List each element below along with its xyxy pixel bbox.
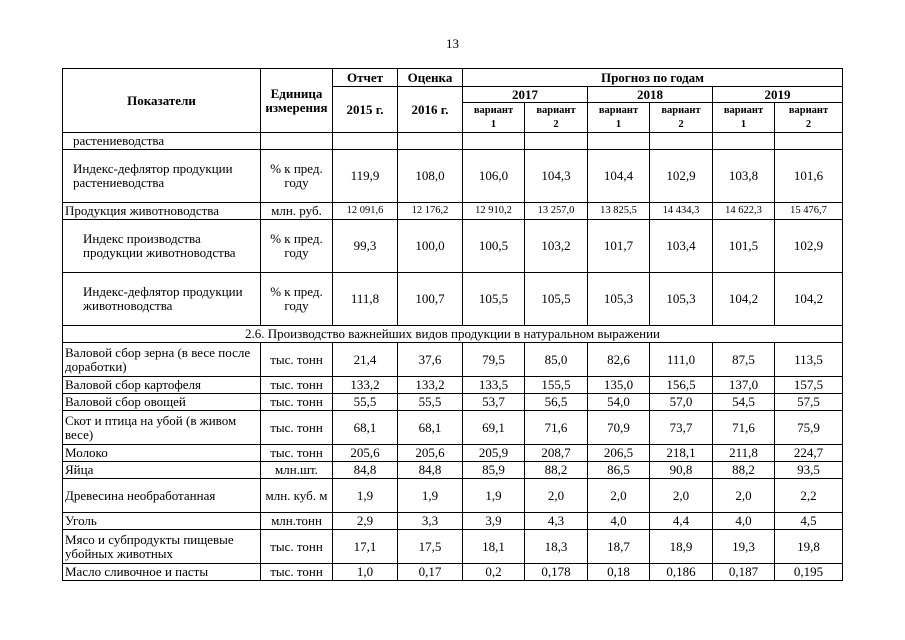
cell-value: 1,0 bbox=[333, 564, 398, 581]
header-variant-cell bbox=[650, 103, 713, 133]
variant-number: 2 bbox=[678, 118, 684, 130]
cell-value: 157,5 bbox=[775, 377, 843, 394]
cell-value: 2,0 bbox=[713, 479, 775, 513]
cell-value: 205,6 bbox=[398, 445, 463, 462]
row-unit: тыс. тонн bbox=[261, 377, 333, 394]
cell-value: 18,7 bbox=[588, 530, 650, 564]
table-row bbox=[63, 343, 843, 377]
cell-value: 84,8 bbox=[398, 462, 463, 479]
table-row bbox=[63, 479, 843, 513]
cell-value: 84,8 bbox=[333, 462, 398, 479]
cell-value: 133,2 bbox=[398, 377, 463, 394]
cell-value: 19,3 bbox=[713, 530, 775, 564]
cell-value: 2,0 bbox=[588, 479, 650, 513]
row-unit: тыс. тонн bbox=[261, 530, 333, 564]
row-unit: тыс. тонн bbox=[261, 394, 333, 411]
cell-value: 205,9 bbox=[463, 445, 525, 462]
header-variant-cell bbox=[713, 103, 775, 133]
cell-value: 105,5 bbox=[525, 273, 588, 326]
cell-value: 54,0 bbox=[588, 394, 650, 411]
cell-value: 86,5 bbox=[588, 462, 650, 479]
cell-value: 205,6 bbox=[333, 445, 398, 462]
cell-value: 100,5 bbox=[463, 220, 525, 273]
cell-value: 1,9 bbox=[333, 479, 398, 513]
cell-value: 99,3 bbox=[333, 220, 398, 273]
cell-value: 102,9 bbox=[775, 220, 843, 273]
row-unit: % к пред. году bbox=[261, 220, 333, 273]
cell-value: 15 476,7 bbox=[775, 203, 843, 220]
header-variant-cell bbox=[525, 103, 588, 133]
row-label: растениеводства bbox=[63, 133, 261, 150]
cell-value: 57,0 bbox=[650, 394, 713, 411]
cell-value: 2,0 bbox=[650, 479, 713, 513]
cell-value: 102,9 bbox=[650, 150, 713, 203]
table-row bbox=[63, 462, 843, 479]
table-row bbox=[63, 150, 843, 203]
cell-value: 55,5 bbox=[333, 394, 398, 411]
header-year-2015: 2015 г. bbox=[333, 87, 398, 133]
cell-value: 17,1 bbox=[333, 530, 398, 564]
cell-value: 101,6 bbox=[775, 150, 843, 203]
table-row bbox=[63, 513, 843, 530]
cell-value: 104,2 bbox=[713, 273, 775, 326]
header-year-2019: 2019 bbox=[713, 87, 843, 103]
cell-value: 211,8 bbox=[713, 445, 775, 462]
row-unit: тыс. тонн bbox=[261, 411, 333, 445]
cell-value: 85,0 bbox=[525, 343, 588, 377]
cell-value: 108,0 bbox=[398, 150, 463, 203]
row-unit: млн.тонн bbox=[261, 513, 333, 530]
variant-label: вариант bbox=[536, 104, 576, 116]
row-unit: тыс. тонн bbox=[261, 445, 333, 462]
cell-value: 104,2 bbox=[775, 273, 843, 326]
cell-value: 4,5 bbox=[775, 513, 843, 530]
cell-value: 119,9 bbox=[333, 150, 398, 203]
table-row bbox=[63, 133, 843, 150]
cell-value: 133,2 bbox=[333, 377, 398, 394]
row-unit: % к пред. году bbox=[261, 150, 333, 203]
cell-value: 53,7 bbox=[463, 394, 525, 411]
cell-value: 85,9 bbox=[463, 462, 525, 479]
variant-label: вариант bbox=[473, 104, 514, 116]
row-label: Яйца bbox=[63, 462, 261, 479]
cell-value: 101,5 bbox=[713, 220, 775, 273]
section-row bbox=[63, 326, 843, 343]
cell-value: 75,9 bbox=[775, 411, 843, 445]
cell-value: 0,195 bbox=[775, 564, 843, 581]
row-unit: млн.шт. bbox=[261, 462, 333, 479]
cell-value bbox=[333, 133, 398, 150]
cell-value: 73,7 bbox=[650, 411, 713, 445]
cell-value: 105,3 bbox=[650, 273, 713, 326]
cell-value: 111,8 bbox=[333, 273, 398, 326]
section-title: 2.6. Производство важнейших видов продукции в натуральном выражении bbox=[63, 326, 843, 343]
variant-number: 1 bbox=[615, 118, 622, 130]
row-unit: % к пред. году bbox=[261, 273, 333, 326]
cell-value: 55,5 bbox=[398, 394, 463, 411]
variant-label: вариант bbox=[788, 104, 829, 116]
table-row bbox=[63, 530, 843, 564]
cell-value: 57,5 bbox=[775, 394, 843, 411]
cell-value: 0,17 bbox=[398, 564, 463, 581]
cell-value bbox=[588, 133, 650, 150]
row-label: Индекс-дефлятор продукции животноводства bbox=[63, 273, 261, 326]
cell-value: 104,3 bbox=[525, 150, 588, 203]
table-row bbox=[63, 394, 843, 411]
row-label: Мясо и субпродукты пищевые убойных животных bbox=[63, 530, 261, 564]
header-indicators: Показатели bbox=[63, 69, 261, 133]
variant-number: 1 bbox=[490, 118, 497, 130]
cell-value: 17,5 bbox=[398, 530, 463, 564]
table-row bbox=[63, 411, 843, 445]
cell-value: 88,2 bbox=[525, 462, 588, 479]
cell-value: 4,4 bbox=[650, 513, 713, 530]
cell-value: 2,0 bbox=[525, 479, 588, 513]
cell-value: 93,5 bbox=[775, 462, 843, 479]
header-year-2016: 2016 г. bbox=[398, 87, 463, 133]
cell-value: 156,5 bbox=[650, 377, 713, 394]
cell-value: 1,9 bbox=[398, 479, 463, 513]
cell-value: 68,1 bbox=[398, 411, 463, 445]
cell-value bbox=[650, 133, 713, 150]
cell-value: 70,9 bbox=[588, 411, 650, 445]
cell-value: 113,5 bbox=[775, 343, 843, 377]
cell-value: 18,1 bbox=[463, 530, 525, 564]
cell-value: 37,6 bbox=[398, 343, 463, 377]
cell-value: 155,5 bbox=[525, 377, 588, 394]
row-unit: тыс. тонн bbox=[261, 564, 333, 581]
cell-value: 0,187 bbox=[713, 564, 775, 581]
header-report: Отчет bbox=[333, 69, 398, 87]
cell-value: 13 257,0 bbox=[525, 203, 588, 220]
forecast-table bbox=[62, 68, 843, 581]
row-label: Скот и птица на убой (в живом весе) bbox=[63, 411, 261, 445]
table-row bbox=[63, 220, 843, 273]
cell-value: 208,7 bbox=[525, 445, 588, 462]
cell-value: 103,4 bbox=[650, 220, 713, 273]
cell-value: 105,3 bbox=[588, 273, 650, 326]
cell-value: 68,1 bbox=[333, 411, 398, 445]
header-variant-cell bbox=[588, 103, 650, 133]
cell-value: 0,178 bbox=[525, 564, 588, 581]
cell-value: 111,0 bbox=[650, 343, 713, 377]
cell-value: 88,2 bbox=[713, 462, 775, 479]
cell-value: 69,1 bbox=[463, 411, 525, 445]
header-estimate: Оценка bbox=[398, 69, 463, 87]
cell-value: 103,2 bbox=[525, 220, 588, 273]
cell-value: 103,8 bbox=[713, 150, 775, 203]
cell-value bbox=[713, 133, 775, 150]
row-label: Масло сливочное и пасты bbox=[63, 564, 261, 581]
row-label: Молоко bbox=[63, 445, 261, 462]
cell-value: 12 176,2 bbox=[398, 203, 463, 220]
header-year-2017: 2017 bbox=[463, 87, 588, 103]
cell-value: 71,6 bbox=[713, 411, 775, 445]
variant-number: 2 bbox=[805, 118, 812, 130]
cell-value: 2,2 bbox=[775, 479, 843, 513]
variant-number: 2 bbox=[553, 118, 559, 130]
cell-value: 82,6 bbox=[588, 343, 650, 377]
table-row bbox=[63, 377, 843, 394]
cell-value: 224,7 bbox=[775, 445, 843, 462]
cell-value: 0,2 bbox=[463, 564, 525, 581]
header-variant-cell bbox=[775, 103, 843, 133]
cell-value: 18,3 bbox=[525, 530, 588, 564]
cell-value: 21,4 bbox=[333, 343, 398, 377]
cell-value: 56,5 bbox=[525, 394, 588, 411]
row-label: Индекс-дефлятор продукции растениеводства bbox=[63, 150, 261, 203]
cell-value: 71,6 bbox=[525, 411, 588, 445]
row-label: Уголь bbox=[63, 513, 261, 530]
row-label: Валовой сбор картофеля bbox=[63, 377, 261, 394]
table-row bbox=[63, 564, 843, 581]
table-row bbox=[63, 445, 843, 462]
cell-value: 12 910,2 bbox=[463, 203, 525, 220]
cell-value bbox=[463, 133, 525, 150]
cell-value: 100,0 bbox=[398, 220, 463, 273]
cell-value: 3,3 bbox=[398, 513, 463, 530]
cell-value: 87,5 bbox=[713, 343, 775, 377]
row-unit: тыс. тонн bbox=[261, 343, 333, 377]
table-row bbox=[63, 203, 843, 220]
cell-value: 18,9 bbox=[650, 530, 713, 564]
cell-value: 106,0 bbox=[463, 150, 525, 203]
row-label: Индекс производства продукции животноводства bbox=[63, 220, 261, 273]
row-label: Валовой сбор овощей bbox=[63, 394, 261, 411]
cell-value: 14 434,3 bbox=[650, 203, 713, 220]
variant-label: вариант bbox=[598, 104, 639, 116]
cell-value: 137,0 bbox=[713, 377, 775, 394]
cell-value: 135,0 bbox=[588, 377, 650, 394]
row-label: Валовой сбор зерна (в весе после доработки) bbox=[63, 343, 261, 377]
cell-value: 100,7 bbox=[398, 273, 463, 326]
page-number: 13 bbox=[446, 36, 459, 51]
cell-value: 4,0 bbox=[588, 513, 650, 530]
header-variant-cell bbox=[463, 103, 525, 133]
row-unit bbox=[261, 133, 333, 150]
header-year-2018: 2018 bbox=[588, 87, 713, 103]
cell-value: 4,0 bbox=[713, 513, 775, 530]
cell-value: 54,5 bbox=[713, 394, 775, 411]
cell-value: 133,5 bbox=[463, 377, 525, 394]
variant-number: 1 bbox=[740, 118, 747, 130]
table-row bbox=[63, 273, 843, 326]
cell-value: 13 825,5 bbox=[588, 203, 650, 220]
cell-value: 105,5 bbox=[463, 273, 525, 326]
cell-value: 1,9 bbox=[463, 479, 525, 513]
row-unit: млн. руб. bbox=[261, 203, 333, 220]
header-unit: Единица измерения bbox=[261, 69, 333, 133]
cell-value: 101,7 bbox=[588, 220, 650, 273]
cell-value: 79,5 bbox=[463, 343, 525, 377]
cell-value bbox=[775, 133, 843, 150]
variant-label: вариант bbox=[723, 104, 764, 116]
cell-value bbox=[398, 133, 463, 150]
cell-value: 3,9 bbox=[463, 513, 525, 530]
cell-value: 14 622,3 bbox=[713, 203, 775, 220]
cell-value: 12 091,6 bbox=[333, 203, 398, 220]
row-label: Древесина необработанная bbox=[63, 479, 261, 513]
cell-value: 218,1 bbox=[650, 445, 713, 462]
cell-value: 2,9 bbox=[333, 513, 398, 530]
cell-value: 4,3 bbox=[525, 513, 588, 530]
row-label: Продукция животноводства bbox=[63, 203, 261, 220]
cell-value: 0,18 bbox=[588, 564, 650, 581]
cell-value: 104,4 bbox=[588, 150, 650, 203]
cell-value: 0,186 bbox=[650, 564, 713, 581]
variant-label: вариант bbox=[661, 104, 701, 116]
cell-value: 90,8 bbox=[650, 462, 713, 479]
header-forecast: Прогноз по годам bbox=[463, 69, 843, 87]
row-unit: млн. куб. м bbox=[261, 479, 333, 513]
cell-value bbox=[525, 133, 588, 150]
cell-value: 206,5 bbox=[588, 445, 650, 462]
cell-value: 19,8 bbox=[775, 530, 843, 564]
